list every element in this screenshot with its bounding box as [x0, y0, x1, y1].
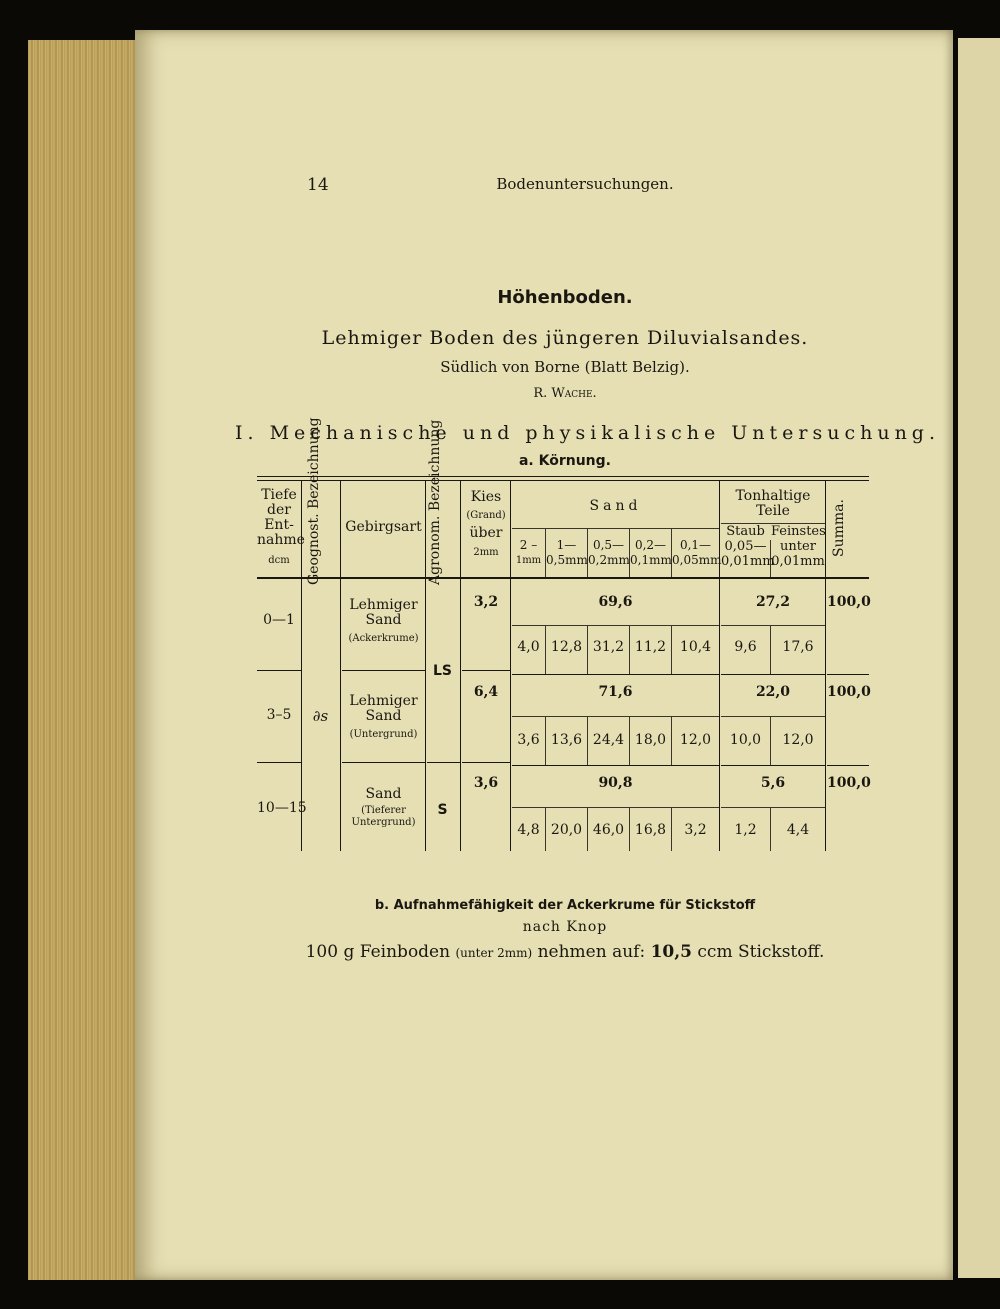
- header-feinstes: Feinstes unter 0,01mm: [771, 524, 826, 569]
- header-sand-02-01: 0,2— 0,1mm: [630, 538, 672, 567]
- cell-sand-value: 20,0: [550, 822, 583, 838]
- header-tiefe: Tiefe der Ent- nahme dcm: [257, 487, 305, 566]
- cell-sand-value: 12,8: [550, 639, 583, 655]
- header-geognost: Geognost. Bezeichnung: [306, 417, 322, 585]
- header-kies: Kies (Grand) über 2mm: [466, 489, 506, 558]
- cell-tiefe: 0—1: [263, 612, 295, 628]
- koernung-table: [135, 30, 953, 1280]
- cell-agronom: S: [437, 802, 448, 818]
- header-sand: Sand: [589, 498, 642, 514]
- cell-sand-value: 12,0: [679, 732, 712, 748]
- result-line: 100 g Feinboden (unter 2mm) nehmen auf: 10,5 ccm Stickstoff.: [305, 942, 825, 962]
- header-tonhaltige: Tonhaltige Teile: [735, 488, 811, 519]
- page-title: Höhenboden.: [497, 287, 633, 308]
- cell-summa: 100,0: [827, 775, 871, 791]
- author: R. Wache.: [533, 386, 597, 401]
- header-sand-1-05: 1— 0,5mm: [546, 538, 588, 567]
- cell-sand-value: 16,8: [634, 822, 667, 838]
- facing-page-edge: [958, 38, 1000, 1278]
- cell-sand-total: 90,8: [598, 775, 633, 791]
- book-page: [135, 30, 953, 1280]
- cell-sand-total: 69,6: [598, 594, 633, 610]
- cell-ton-total: 27,2: [755, 594, 791, 610]
- cell-sand-value: 4,0: [517, 639, 540, 655]
- header-summa: Summa.: [831, 499, 847, 557]
- cell-tiefe: 3–5: [266, 707, 292, 723]
- cell-summa: 100,0: [827, 594, 871, 610]
- cell-sand-value: 18,0: [634, 732, 667, 748]
- cell-gebirgsart: Lehmiger Sand (Ackerkrume): [348, 597, 419, 644]
- cell-tiefe: 10—15: [257, 800, 307, 816]
- cell-sand-value: 46,0: [592, 822, 625, 838]
- cell-sand-value: 3,6: [517, 732, 540, 748]
- cell-sand-value: 24,4: [592, 732, 625, 748]
- subsection-a-heading: a. Körnung.: [518, 453, 611, 469]
- header-sand-2-1: 2 – 1mm: [515, 538, 542, 566]
- header-sand-01-005: 0,1— 0,05mm: [672, 538, 722, 567]
- running-title: Bodenuntersuchungen.: [496, 175, 674, 193]
- cell-gebirgsart: Sand (Tieferer Untergrund): [351, 786, 416, 828]
- cell-sand-value: 13,6: [550, 732, 583, 748]
- header-sand-05-02: 0,5— 0,2mm: [588, 538, 630, 567]
- cell-sand-value: 3,2: [684, 822, 707, 838]
- header-gebirgsart: Gebirgsart: [345, 519, 422, 535]
- cell-sand-value: 11,2: [634, 639, 667, 655]
- cell-kies: 3,6: [473, 775, 499, 791]
- cell-sand-value: 4,8: [517, 822, 540, 838]
- cell-sand-value: 10,4: [679, 639, 712, 655]
- cell-sand-value: 31,2: [592, 639, 625, 655]
- cell-agronom: LS: [432, 663, 452, 679]
- cell-ton-value: 4,4: [786, 822, 810, 838]
- cell-ton-value: 9,6: [734, 639, 757, 655]
- cell-ton-value: 12,0: [782, 732, 814, 748]
- cell-ton-value: 17,6: [782, 639, 814, 655]
- location: Südlich von Borne (Blatt Belzig).: [440, 358, 690, 376]
- book-page-edges: [28, 40, 148, 1280]
- cell-gebirgsart: Lehmiger Sand (Untergrund): [349, 693, 418, 740]
- page-number: 14: [307, 175, 329, 195]
- subtitle: Lehmiger Boden des jüngeren Diluvialsandes.: [321, 327, 809, 349]
- header-staub: Staub 0,05— 0,01mm: [721, 524, 775, 569]
- cell-kies: 3,2: [473, 594, 499, 610]
- cell-ton-value: 1,2: [734, 822, 757, 838]
- header-agronom: Agronom. Bezeichnung: [427, 419, 443, 585]
- cell-ton-value: 10,0: [729, 732, 762, 748]
- cell-geognost: ∂s: [312, 707, 329, 725]
- section-heading: I. Mechanische und physikalische Untersuchung.: [235, 422, 941, 444]
- cell-ton-total: 22,0: [755, 684, 791, 700]
- cell-sand-total: 71,6: [598, 684, 633, 700]
- cell-kies: 6,4: [473, 684, 499, 700]
- cell-ton-total: 5,6: [760, 775, 786, 791]
- method-note: nach Knop: [522, 919, 608, 935]
- cell-summa: 100,0: [827, 684, 871, 700]
- subsection-b-heading: b. Aufnahmefähigkeit der Ackerkrume für Stickstoff: [374, 898, 756, 913]
